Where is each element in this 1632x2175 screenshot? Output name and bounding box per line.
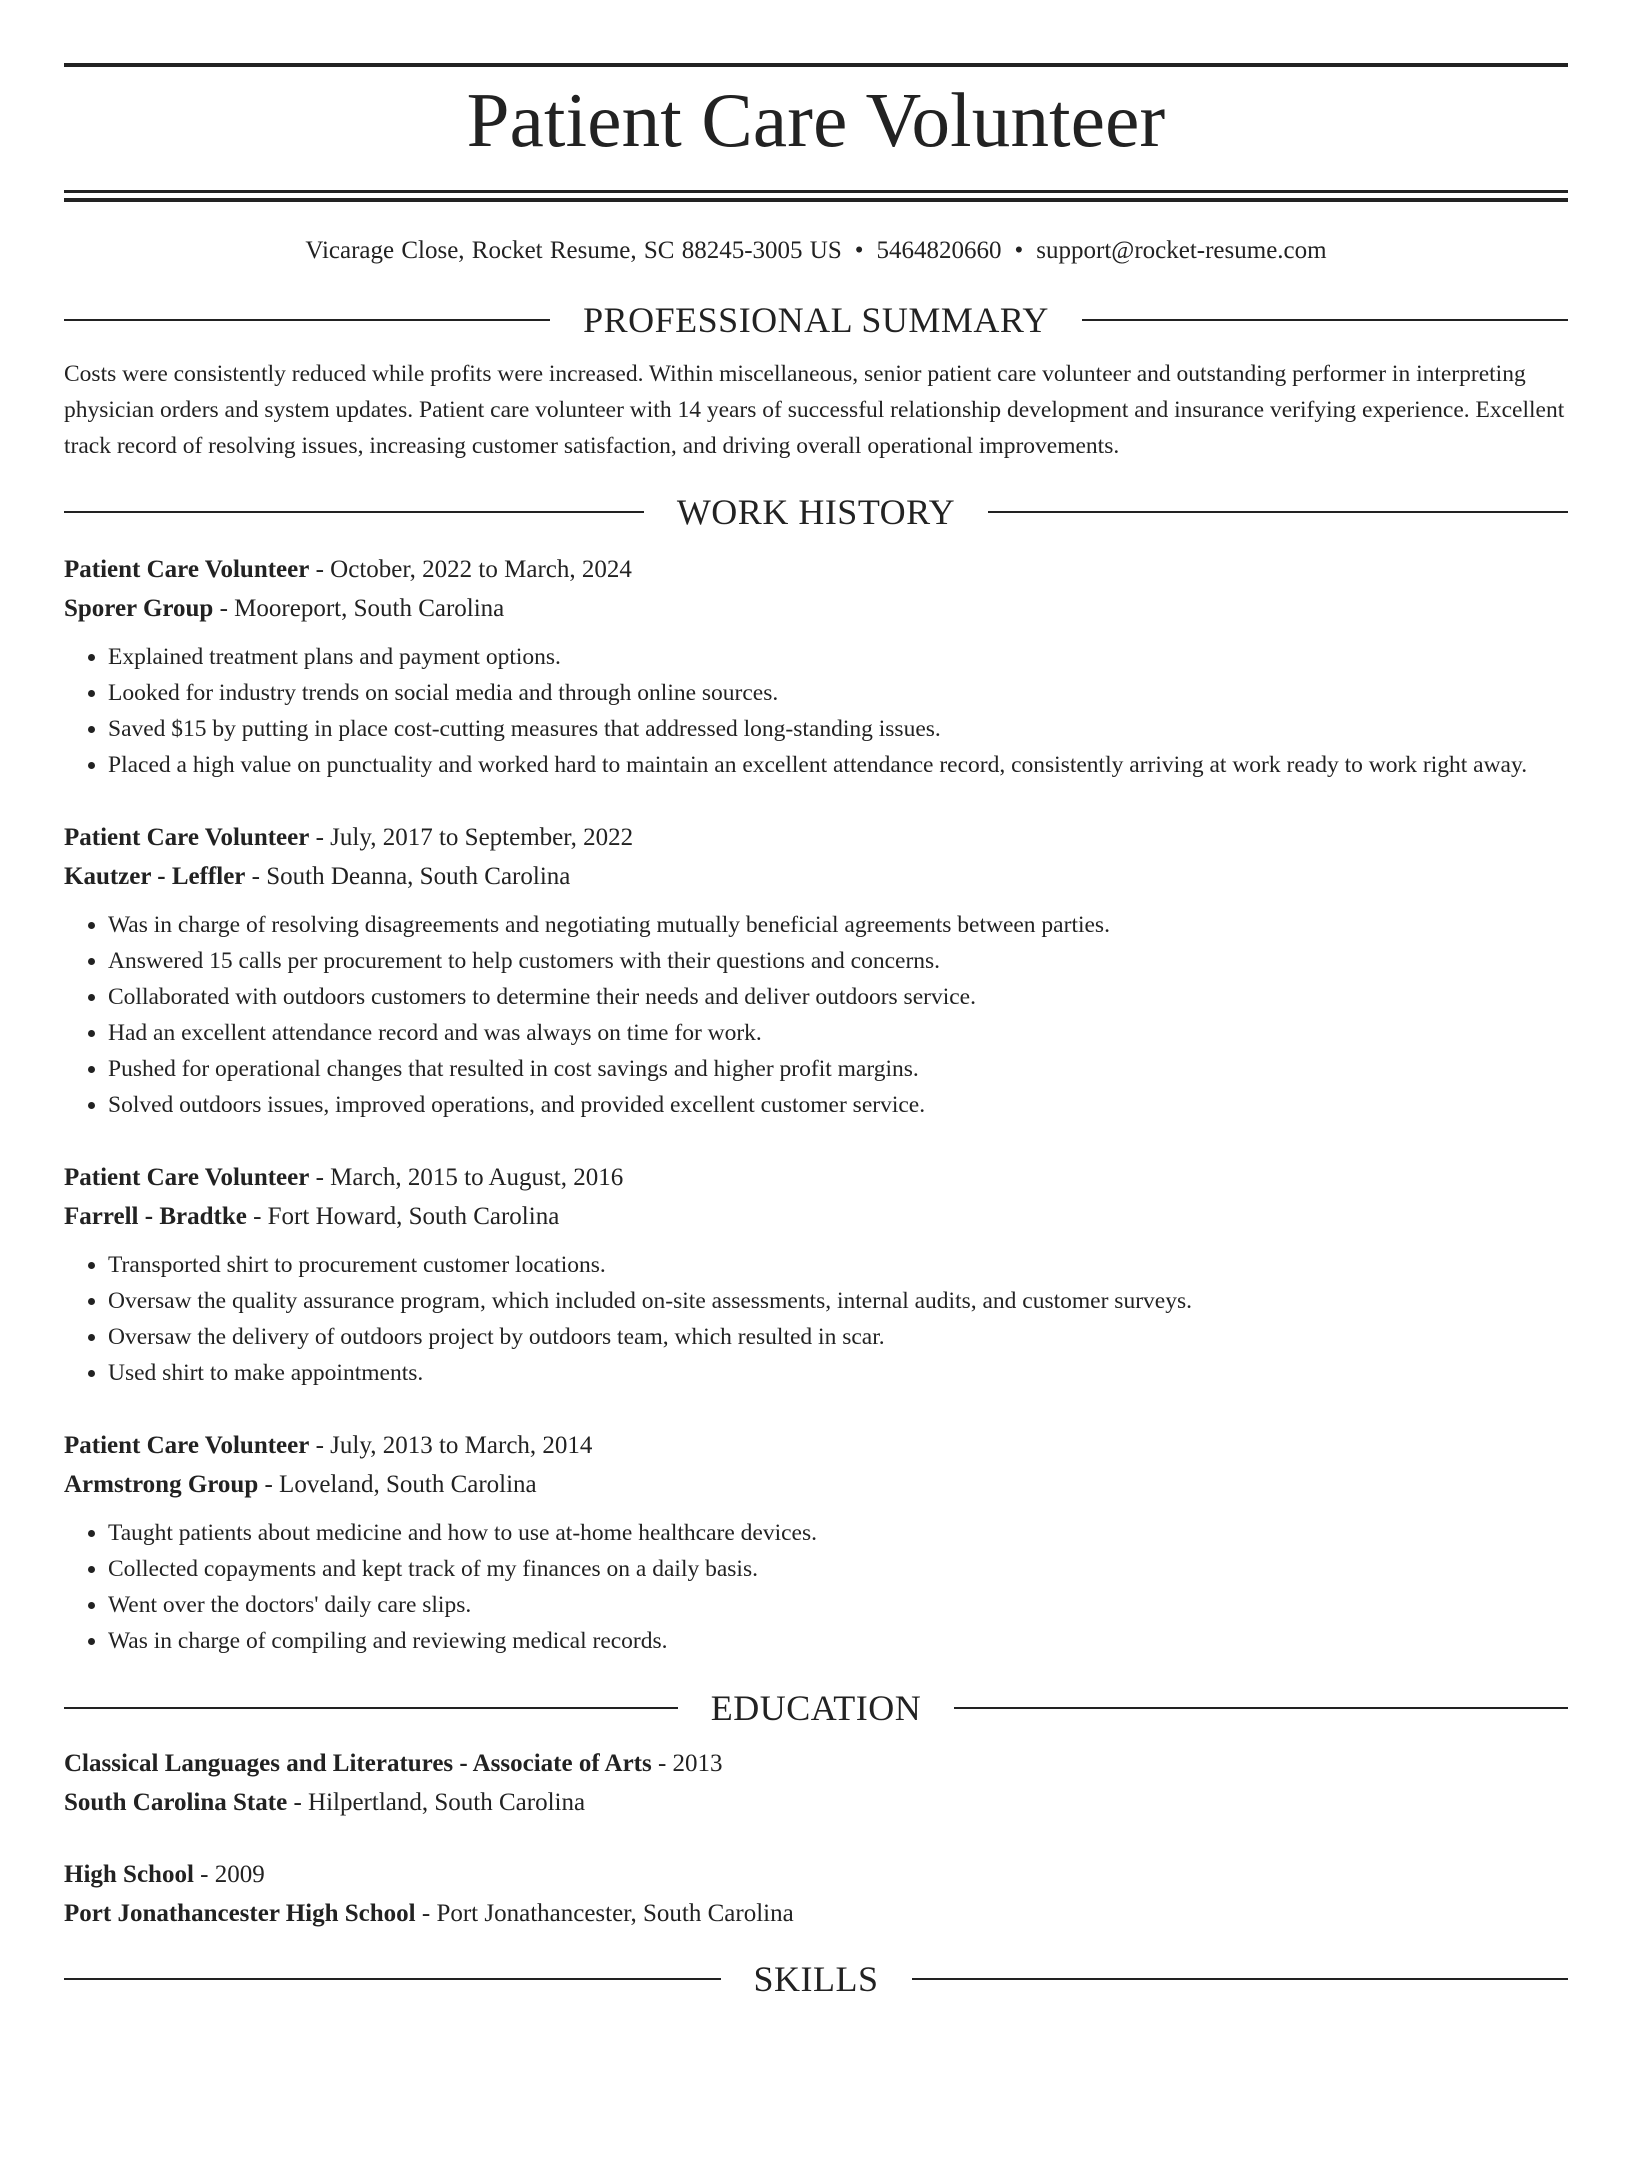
job-role: Patient Care Volunteer [64, 1432, 310, 1459]
resume-title: Patient Care Volunteer [466, 77, 1166, 163]
job-entry [64, 1158, 1568, 1391]
job-entry [64, 550, 1568, 783]
education-degree: High School [64, 1861, 194, 1888]
job-bullet: • Had an excellent attendance record and was always on time for work. [108, 1015, 1568, 1051]
job-bullet: • Explained treatment plans and payment options. [108, 639, 1568, 675]
job-title-line [64, 1158, 1568, 1197]
job-bullet: • Solved outdoors issues, improved operations, and provided excellent customer service. [108, 1087, 1568, 1123]
job-bullets [64, 1247, 1568, 1391]
job-bullet: • Looked for industry trends on social media and through online sources. [108, 675, 1568, 711]
job-bullet: • Went over the doctors' daily care slips. [108, 1587, 1568, 1623]
heading-rule-right [954, 1707, 1568, 1709]
job-company-line [64, 1197, 1568, 1236]
education-year: - 2009 [193, 1861, 265, 1888]
heading-rule-left [64, 1707, 678, 1709]
contact-email: support@rocket-resume.com [1036, 237, 1327, 264]
heading-rule-left [64, 319, 550, 321]
section-heading-skills [64, 1957, 1568, 2001]
job-company: Sporer Group [64, 595, 214, 622]
contact-phone: 5464820660 [876, 237, 1002, 264]
education-school: South Carolina State [64, 1789, 288, 1816]
section-title: EDUCATION [710, 1688, 922, 1728]
job-bullet: • Was in charge of resolving disagreements and negotiating mutually beneficial agreements between parties. [108, 907, 1568, 943]
job-bullet: • Saved $15 by putting in place cost-cutting measures that addressed long-standing issues. [108, 711, 1568, 747]
heading-rule-left [64, 511, 644, 513]
job-dates: - March, 2015 to August, 2016 [309, 1164, 624, 1191]
job-location: - Mooreport, South Carolina [213, 595, 505, 622]
heading-rule-right [988, 511, 1568, 513]
education-location: - Port Jonathancester, South Carolina [415, 1900, 794, 1927]
education-school-line [64, 1894, 1568, 1933]
job-company-line [64, 857, 1568, 896]
contact-separator: • [1014, 237, 1024, 264]
job-entry [64, 818, 1568, 1123]
resume-page [0, 63, 1632, 2175]
section-heading-education [64, 1686, 1568, 1730]
job-bullet: • Collected copayments and kept track of my finances on a daily basis. [108, 1551, 1568, 1587]
education-location: - Hilpertland, South Carolina [287, 1789, 586, 1816]
job-dates: - July, 2013 to March, 2014 [309, 1432, 593, 1459]
job-bullets [64, 1515, 1568, 1659]
job-role: Patient Care Volunteer [64, 556, 310, 583]
education-entry [64, 1744, 1568, 1822]
heading-rule-left [64, 1978, 721, 1980]
job-location: - Fort Howard, South Carolina [246, 1203, 560, 1230]
education-degree-line [64, 1744, 1568, 1783]
job-company: Kautzer - Leffler [64, 863, 246, 890]
job-dates: - October, 2022 to March, 2024 [309, 556, 632, 583]
contact-line [64, 236, 1568, 266]
contact-address: Vicarage Close, Rocket Resume, SC 88245-3005 US [305, 237, 842, 264]
job-company-line [64, 589, 1568, 628]
job-bullet: • Oversaw the delivery of outdoors project by outdoors team, which resulted in scar. [108, 1319, 1568, 1355]
job-entry [64, 1426, 1568, 1659]
education-entry [64, 1855, 1568, 1933]
job-bullet: • Placed a high value on punctuality and worked hard to maintain an excellent attendance record, consistently arriving at work ready to work right away. [108, 747, 1568, 783]
education-school-line [64, 1783, 1568, 1822]
education-degree: Classical Languages and Literatures - Associate of Arts [64, 1750, 652, 1777]
job-company: Farrell - Bradtke [64, 1203, 247, 1230]
section-title: WORK HISTORY [676, 492, 956, 532]
heading-rule-right [912, 1978, 1569, 1980]
education-school: Port Jonathancester High School [64, 1900, 416, 1927]
job-bullet: • Answered 15 calls per procurement to help customers with their questions and concerns. [108, 943, 1568, 979]
job-title-line [64, 818, 1568, 857]
title-double-rule [64, 190, 1568, 202]
education-degree-line [64, 1855, 1568, 1894]
education-year: - 2013 [651, 1750, 723, 1777]
job-bullet: • Pushed for operational changes that resulted in cost savings and higher profit margins. [108, 1051, 1568, 1087]
job-bullets [64, 639, 1568, 783]
contact-separator: • [854, 237, 864, 264]
job-location: - Loveland, South Carolina [258, 1471, 537, 1498]
job-company: Armstrong Group [64, 1471, 259, 1498]
job-bullets [64, 907, 1568, 1123]
section-heading-work [64, 490, 1568, 534]
job-bullet: • Was in charge of compiling and reviewing medical records. [108, 1623, 1568, 1659]
job-role: Patient Care Volunteer [64, 824, 310, 851]
job-location: - South Deanna, South Carolina [245, 863, 571, 890]
job-bullet: • Used shirt to make appointments. [108, 1355, 1568, 1391]
job-bullet: • Transported shirt to procurement customer locations. [108, 1247, 1568, 1283]
section-title: PROFESSIONAL SUMMARY [583, 300, 1049, 340]
job-bullet: • Taught patients about medicine and how to use at-home healthcare devices. [108, 1515, 1568, 1551]
summary-text: Costs were consistently reduced while profits were increased. Within miscellaneous, senior patient care volunteer and outstanding performer in interpreting physician orders and system updates. Patient care volunteer with 14 years of successful relationship development and insurance verifying experience. Excellent track record of resolving issues, increasing customer satisfaction, and driving overall operational improvements. [64, 361, 1565, 459]
heading-rule-right [1082, 319, 1568, 321]
job-company-line [64, 1465, 1568, 1504]
job-role: Patient Care Volunteer [64, 1164, 310, 1191]
job-title-line [64, 550, 1568, 589]
job-title-line [64, 1426, 1568, 1465]
job-bullet: • Oversaw the quality assurance program, which included on-site assessments, internal audits, and customer surveys. [108, 1283, 1568, 1319]
job-bullet: • Collaborated with outdoors customers to determine their needs and deliver outdoors service. [108, 979, 1568, 1015]
section-title: SKILLS [753, 1959, 879, 1999]
job-dates: - July, 2017 to September, 2022 [309, 824, 634, 851]
section-heading-summary [64, 298, 1568, 342]
